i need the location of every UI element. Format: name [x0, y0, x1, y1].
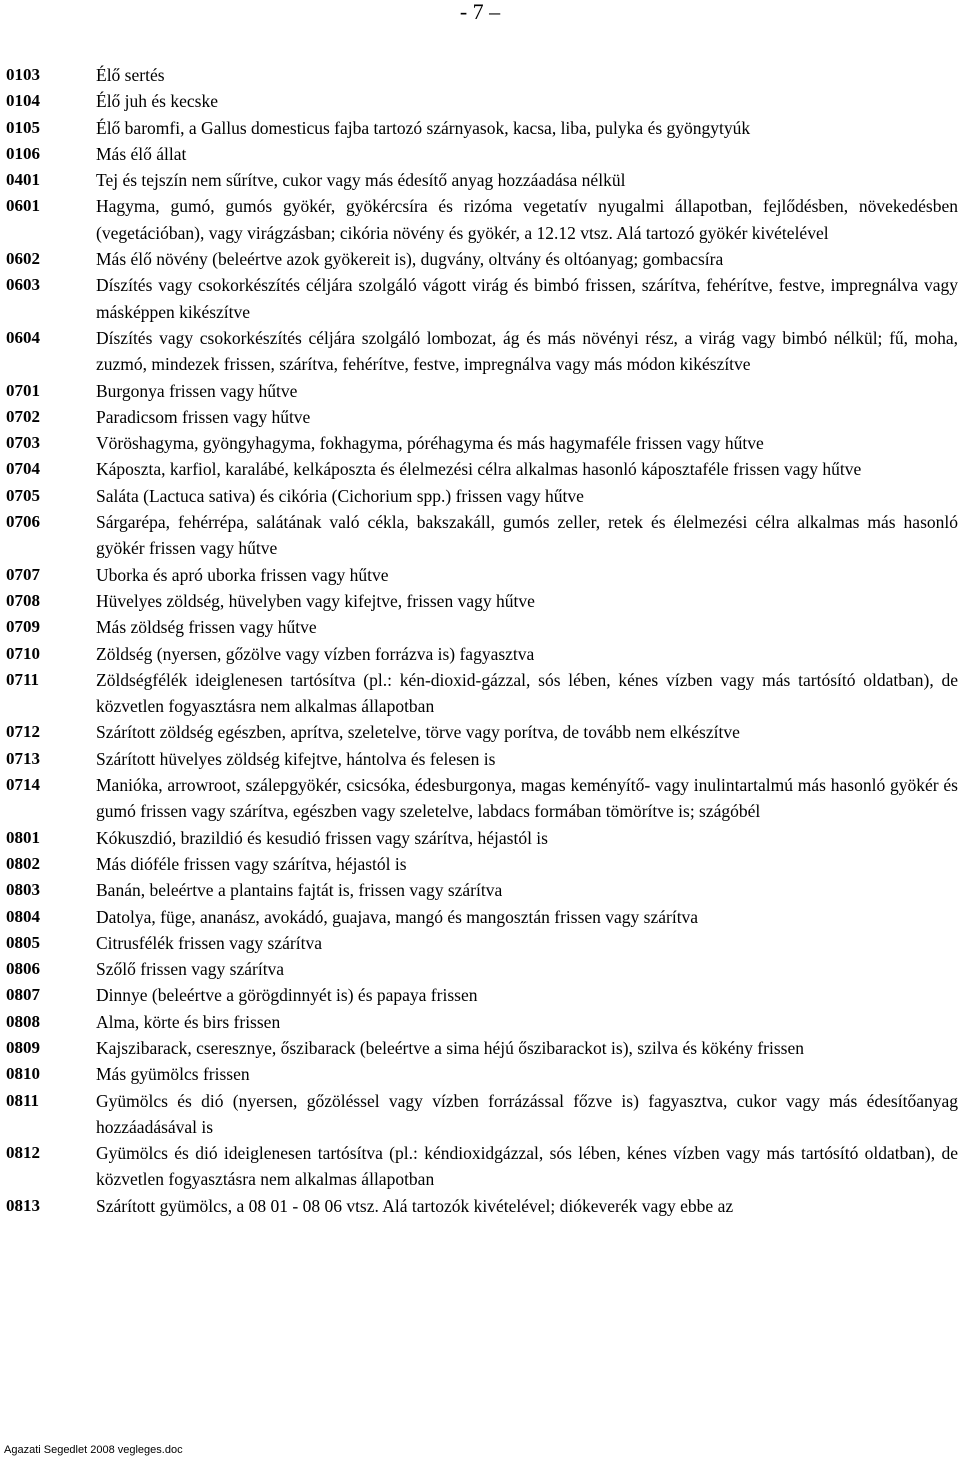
- list-item: [0, 1088, 960, 1141]
- tariff-code: 0704: [6, 459, 40, 479]
- tariff-code: 0805: [6, 932, 40, 952]
- tariff-code: 0701: [6, 380, 40, 400]
- tariff-code: 0601: [6, 196, 40, 216]
- list-item: [0, 62, 960, 88]
- list-item: [0, 956, 960, 982]
- tariff-description: Hüvelyes zöldség, hüvelyben vagy kifejtve, frissen vagy hűtve: [96, 590, 535, 611]
- list-item: [0, 115, 960, 141]
- tariff-code: 0401: [6, 170, 40, 190]
- tariff-code: 0811: [6, 1090, 40, 1110]
- tariff-description: Manióka, arrowroot, szálepgyökér, csicsóka, édesburgonya, magas keményítő- vagy inulintartalmú más hasonló gyökér és gumó frissen vagy szárítva, egészben vagy szeletelve, labdacs formában tömörítve is; szágóbél: [96, 775, 958, 822]
- list-item: [0, 246, 960, 272]
- tariff-description: Vöröshagyma, gyöngyhagyma, fokhagyma, póréhagyma és más hagymaféle frissen vagy hűtve: [96, 433, 764, 454]
- tariff-code: 0709: [6, 617, 40, 637]
- list-item: [0, 1035, 960, 1061]
- tariff-description: Alma, körte és birs frissen: [96, 1011, 281, 1032]
- tariff-description: Banán, beleértve a plantains fajtát is, frissen vagy szárítva: [96, 880, 503, 901]
- tariff-description: Díszítés vagy csokorkészítés céljára szolgáló lombozat, ág és más növényi rész, a virág vagy bimbó nélkül; fű, moha, zuzmó, mindezek frissen, szárítva, fehérítve, festve, impregnálva vagy más módon kikészítve: [96, 327, 958, 375]
- list-item: [0, 877, 960, 903]
- tariff-code: 0807: [6, 985, 40, 1005]
- tariff-description: Datolya, füge, ananász, avokádó, guajava, mangó és mangosztán frissen vagy szárítva: [96, 906, 699, 927]
- tariff-description: Káposzta, karfiol, karalábé, kelkáposzta és élelmezési célra alkalmas hasonló káposztaféle frissen vagy hűtve: [96, 459, 862, 480]
- tariff-code: 0603: [6, 275, 40, 295]
- list-item: [0, 272, 960, 325]
- tariff-description: Szárított gyümölcs, a 08 01 - 08 06 vtsz. Alá tartozók kivételével; diókeverék vagy ebbe az: [96, 1195, 734, 1216]
- tariff-code: 0604: [6, 327, 40, 347]
- tariff-code: 0813: [6, 1195, 40, 1215]
- tariff-description: Burgonya frissen vagy hűtve: [96, 380, 298, 401]
- tariff-description: Élő sertés: [96, 65, 165, 85]
- tariff-code: 0602: [6, 249, 40, 269]
- list-item: [0, 1061, 960, 1087]
- tariff-description: Szárított zöldség egészben, aprítva, szeletelve, törve vagy porítva, de tovább nem elkészítve: [96, 722, 740, 743]
- list-item: [0, 851, 960, 877]
- tariff-description: Díszítés vagy csokorkészítés céljára szolgáló vágott virág és bimbó frissen, szárítva, fehérítve, festve, impregnálva vagy másképpen kikészítve: [96, 275, 958, 322]
- tariff-code: 0103: [6, 65, 40, 84]
- page-number: - 7 –: [459, 0, 501, 24]
- tariff-description: Zöldség (nyersen, gőzölve vagy vízben forrázva is) fagyasztva: [96, 643, 535, 664]
- tariff-description: Sárgarépa, fehérrépa, salátának való cékla, bakszakáll, gumós zeller, retek és élelmezési célra alkalmas más hasonló gyökér frissen vagy hűtve: [96, 512, 958, 559]
- tariff-description: Citrusfélék frissen vagy szárítva: [96, 932, 322, 953]
- list-item: [0, 904, 960, 930]
- tariff-code: 0713: [6, 748, 40, 768]
- tariff-code: 0711: [6, 669, 40, 689]
- tariff-description: Gyümölcs és dió (nyersen, gőzöléssel vagy vízben forrázással főzve is) fagyasztva, cukor vagy más édesítőanyag hozzáadásával is: [96, 1090, 958, 1137]
- tariff-code: 0706: [6, 512, 40, 532]
- tariff-code: 0802: [6, 853, 40, 873]
- tariff-description: Paradicsom frissen vagy hűtve: [96, 406, 311, 427]
- list-item: [0, 1140, 960, 1193]
- tariff-code: 0703: [6, 433, 40, 453]
- tariff-code: 0106: [6, 143, 40, 163]
- list-item: [0, 982, 960, 1008]
- tariff-code: 0810: [6, 1064, 40, 1084]
- tariff-description: Más élő növény (beleértve azok gyökereit is), dugvány, oltvány és oltóanyag; gombacsíra: [96, 249, 724, 270]
- tariff-description: Élő juh és kecske: [96, 91, 218, 112]
- tariff-code: 0812: [6, 1143, 40, 1163]
- list-item: [0, 88, 960, 114]
- tariff-code: 0708: [6, 590, 40, 610]
- tariff-code: 0702: [6, 406, 40, 426]
- tariff-description: Élő baromfi, a Gallus domesticus fajba tartozó szárnyasok, kacsa, liba, pulyka és gyöngytyúk: [96, 117, 751, 138]
- list-item: [0, 667, 960, 720]
- tariff-code: 0808: [6, 1011, 40, 1031]
- list-item: [0, 141, 960, 167]
- list-item: [0, 167, 960, 193]
- tariff-description: Más élő állat: [96, 143, 187, 164]
- list-item: [0, 719, 960, 745]
- tariff-code: 0804: [6, 906, 40, 926]
- tariff-code: 0809: [6, 1037, 40, 1057]
- list-item: [0, 772, 960, 825]
- tariff-description: Kajszibarack, cseresznye, őszibarack (beleértve a sima héjú őszibarackot is), szilva és kökény frissen: [96, 1037, 804, 1058]
- list-item: [0, 1193, 960, 1219]
- tariff-description: Tej és tejszín nem sűrítve, cukor vagy más édesítő anyag hozzáadása nélkül: [96, 170, 626, 191]
- tariff-description: Más dióféle frissen vagy szárítva, héjastól is: [96, 853, 407, 874]
- tariff-code: 0803: [6, 880, 40, 900]
- tariff-code: 0801: [6, 827, 40, 847]
- tariff-code: 0105: [6, 117, 40, 137]
- list-item: [0, 378, 960, 404]
- tariff-description: Más zöldség frissen vagy hűtve: [96, 617, 317, 638]
- tariff-description: Zöldségfélék ideiglenesen tartósítva (pl.: kén-dioxid-gázzal, sós lében, kénes vízben vagy más tartósító oldatban), de közvetlen fogyasztásra nem alkalmas állapotban: [96, 669, 958, 717]
- list-item: [0, 930, 960, 956]
- tariff-code: 0705: [6, 485, 40, 505]
- list-item: [0, 430, 960, 456]
- tariff-code: 0710: [6, 643, 40, 663]
- list-item: [0, 1009, 960, 1035]
- list-item: [0, 325, 960, 378]
- tariff-description: Gyümölcs és dió ideiglenesen tartósítva (pl.: kéndioxidgázzal, sós lében, kénes vízben vagy más tartósító oldatban), de közvetlen fogyasztásra nem alkalmas állapotban: [96, 1143, 958, 1190]
- tariff-code: 0712: [6, 722, 40, 742]
- list-item: [0, 825, 960, 851]
- document-filename: Agazati Segedlet 2008 vegleges.doc: [4, 1444, 183, 1456]
- list-item: [0, 562, 960, 588]
- list-item: [0, 588, 960, 614]
- list-item: [0, 509, 960, 562]
- tariff-description: Más gyümölcs frissen: [96, 1064, 250, 1085]
- list-item: [0, 746, 960, 772]
- tariff-code: 0714: [6, 775, 40, 795]
- tariff-description: Hagyma, gumó, gumós gyökér, gyökércsíra és rizóma vegetatív nyugalmi állapotban, fejlődésben, növekedésben (vegetációban), vagy virágzásban; cikória növény és gyökér, a 12.12 vtsz. Alá tartozó gyökér kivételével: [96, 196, 958, 243]
- list-item: [0, 483, 960, 509]
- tariff-description: Szárított hüvelyes zöldség kifejtve, hántolva és felesen is: [96, 748, 496, 769]
- tariff-description: Dinnye (beleértve a görögdinnyét is) és papaya frissen: [96, 985, 478, 1006]
- tariff-code-list: [0, 62, 960, 1219]
- tariff-code: 0104: [6, 91, 40, 111]
- tariff-code: 0707: [6, 564, 40, 584]
- tariff-code: 0806: [6, 959, 40, 979]
- list-item: [0, 641, 960, 667]
- list-item: [0, 404, 960, 430]
- tariff-description: Kókuszdió, brazildió és kesudió frissen vagy szárítva, héjastól is: [96, 827, 548, 848]
- tariff-description: Uborka és apró uborka frissen vagy hűtve: [96, 564, 389, 585]
- list-item: [0, 614, 960, 640]
- list-item: [0, 456, 960, 482]
- list-item: [0, 193, 960, 246]
- tariff-description: Szőlő frissen vagy szárítva: [96, 959, 285, 980]
- tariff-description: Saláta (Lactuca sativa) és cikória (Cichorium spp.) frissen vagy hűtve: [96, 485, 584, 506]
